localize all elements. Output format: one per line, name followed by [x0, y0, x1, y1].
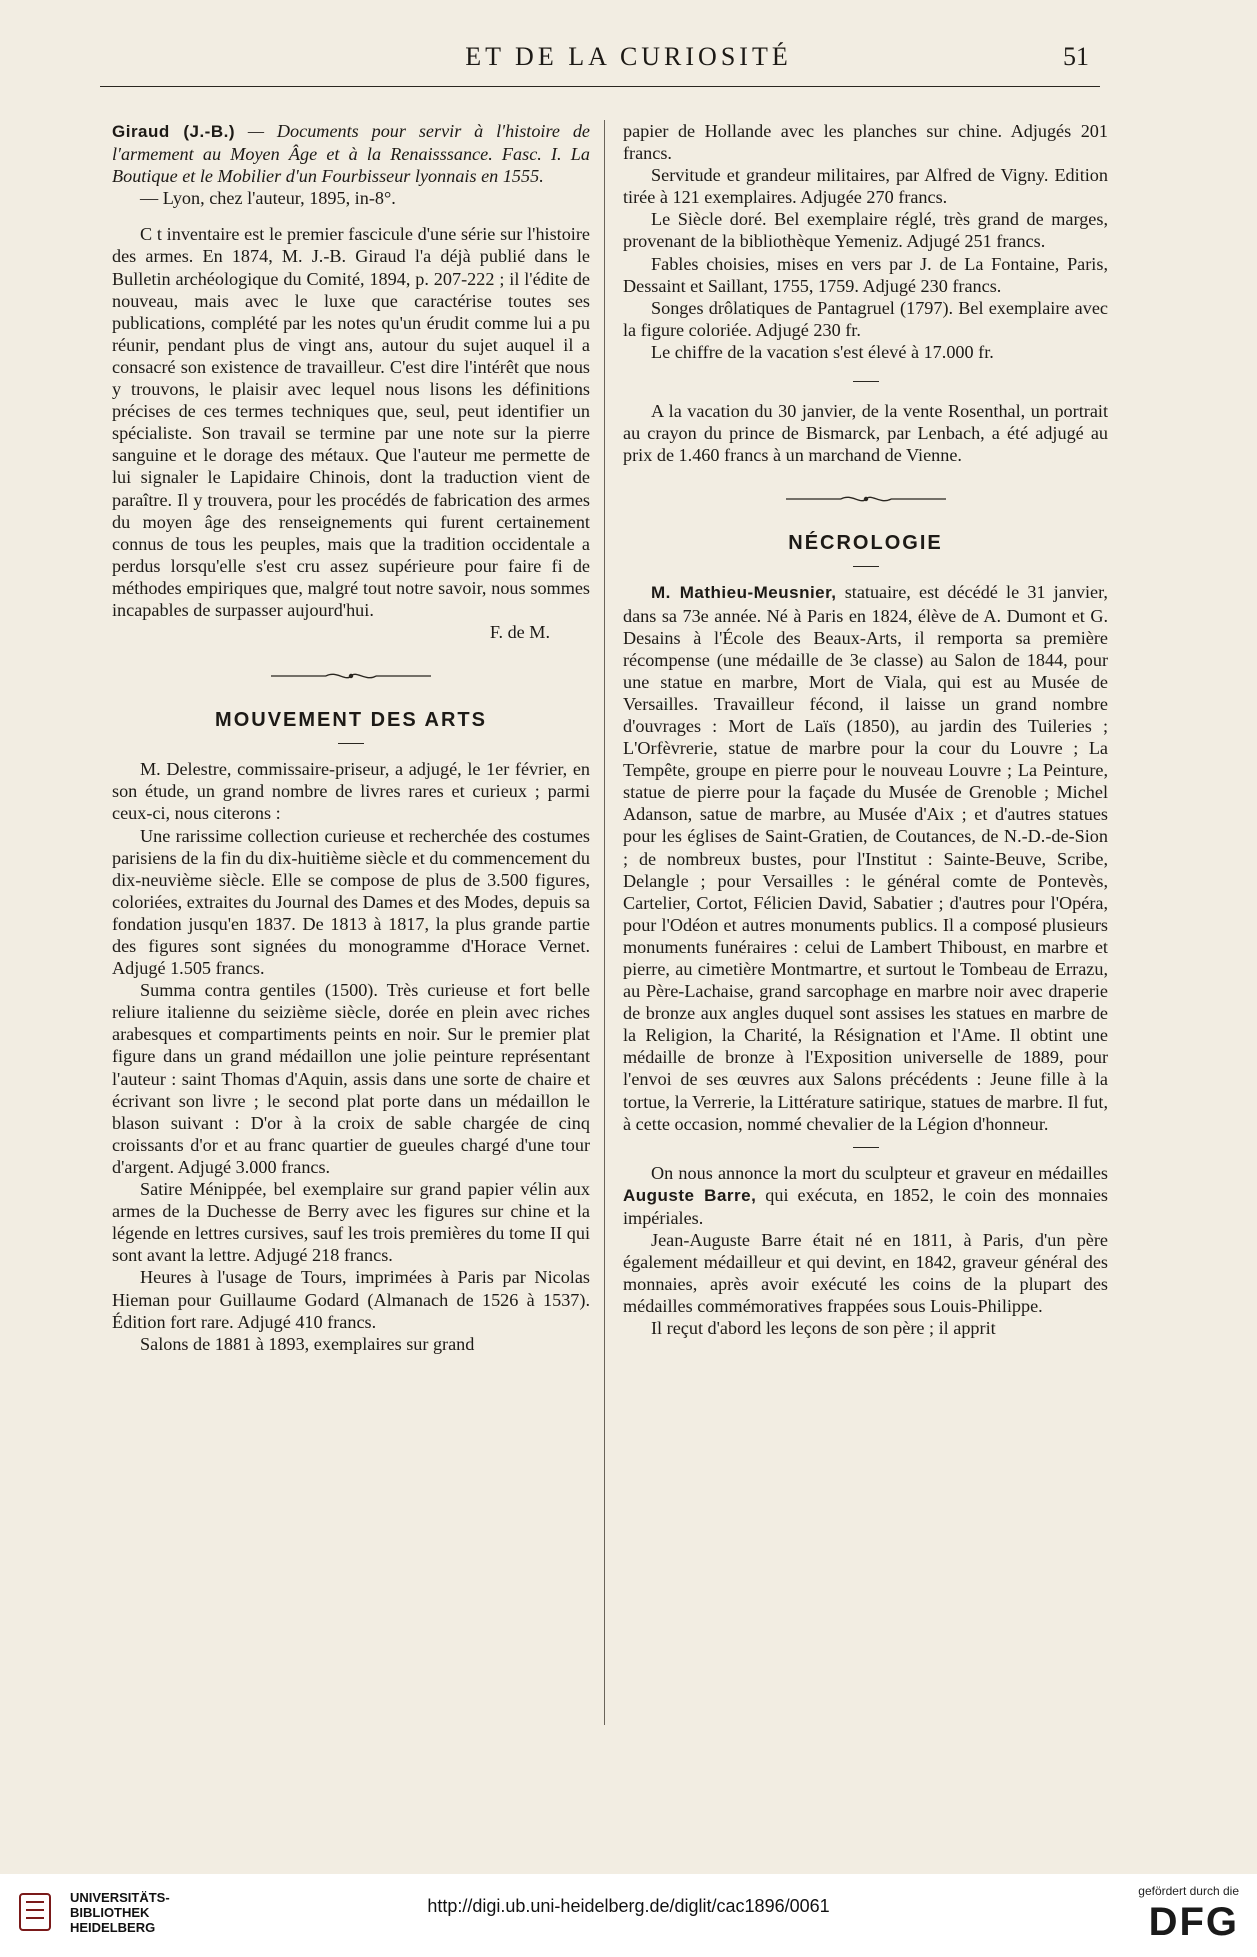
review-signature: F. de M. [489, 622, 550, 643]
obituary-barre-name: Auguste Barre, [623, 1185, 757, 1205]
paragraph: Heures à l'usage de Tours, imprimées à Paris par Nicolas Hieman pour Guillaume Godard (Almanach de 1526 à 1537). Édition fort rare. Adjugé 410 francs. [112, 1267, 590, 1332]
digitization-footer [0, 1874, 1257, 1957]
review-paragraph: C t inventaire est le premier fascicule d'une série sur l'histoire des armes. En 1874, M. J.-B. Giraud l'a déjà publié dans le Bulletin archéologique du Comité, 1894, p. 207-222 ; il l'édite de nouveau, mais avec le luxe que caractérise toutes ses publications, complété par les notes qu'un érudit comme lui a pu réunir, pendant plus de vingt ans, autour du sujet auquel il a consacré son existence de travailleur. C'est dire l'intérêt que nous y trouvons, le plaisir avec lequel nous lisons les définitions précises de ces termes techniques que, seul, peut identifier un spécialiste. Son travail se termine par une note sur la pierre sanguine et le dorage des métaux. Que l'auteur me permette de lui signaler le Lapidaire Chinois, dont la traduction vient de paraître. Il y trouvera, pour les procédés de fabrication des armes du moyen âge des renseignements qui furent certainement connus de tous les peuples, mais que la tradition occidentale a perdus lorsqu'elle s'est cru assez supérieure pour faire fi de méthodes empiriques que, malgré tout notre savoir, nous sommes incapables de surpasser aujourd'hui. [112, 224, 590, 620]
funded-by-label: gefördert durch die [1138, 1884, 1239, 1898]
section-title-necrologie: NÉCROLOGIE [788, 532, 943, 555]
obituary-name: M. Mathieu-Meusnier, [651, 583, 837, 603]
paragraph: papier de Hollande avec les planches sur chine. Adjugés 201 francs. [623, 121, 1108, 164]
dfg-logo: DFG [1148, 1900, 1239, 1944]
paragraph: A la vacation du 30 janvier, de la vente Rosenthal, un portrait au crayon du prince de Bismarck, par Lenbach, a été adjugé au prix de 1.460 francs à un marchand de Vienne. [623, 401, 1108, 466]
right-column [623, 120, 1108, 1340]
paragraph: M. Delestre, commissaire-priseur, a adjugé, le 1er février, en son étude, un grand nombre de livres rares et curieux ; parmi ceux-ci, nous citerons : [112, 759, 590, 824]
entry-author: Giraud (J.-B.) [112, 122, 235, 141]
paragraph: Le Siècle doré. Bel exemplaire réglé, très grand de marges, provenant de la bibliothèque Yemeniz. Adjugé 251 francs. [623, 209, 1108, 252]
short-rule [338, 743, 364, 744]
obituary-barre [623, 1162, 1108, 1229]
paragraph: Servitude et grandeur militaires, par Alfred de Vigny. Edition tirée à 121 exemplaires. Adjugée 270 francs. [623, 165, 1108, 208]
obituary-mathieu-meusnier [623, 581, 1108, 1134]
library-line: HEIDELBERG [70, 1920, 156, 1935]
paragraph: Jean-Auguste Barre était né en 1811, à Paris, d'un père également médailleur et qui devint, en 1842, graveur général des monnaies, après avoir exécuté les coins de la plupart des médailles commémoratives frappées sous Louis-Philippe. [623, 1230, 1108, 1317]
paragraph: Le chiffre de la vacation s'est élevé à 17.000 fr. [651, 341, 994, 362]
page-number: 51 [1063, 42, 1089, 71]
ornament-divider [271, 669, 431, 683]
column-divider [604, 120, 605, 1725]
paragraph: Summa contra gentiles (1500). Très curieuse et fort belle reliure italienne du seizième siècle, dorée en plein avec riches arabesques et compartiments peints en noir. Sur le premier plat figure dans un grand médaillon une jolie peinture représentant l'auteur : saint Thomas d'Aquin, assis dans une sorte de chaire et écrivant son livre ; le second plat porte dans un médaillon le blason suivant : D'or à la croix de sable chargée de cinq croissants d'or et au franc quartier de gueules chargé d'une tour d'argent. Adjugé 3.000 francs. [112, 980, 590, 1177]
library-line: UNIVERSITÄTS- [70, 1890, 170, 1905]
entry-title: — Documents pour servir à l'histoire de l'armement au Moyen Âge et à la Renaisssance. Fasc. I. La Boutique et le Mobilier d'un Fourbisseur lyonnais en 1555. [112, 121, 591, 187]
header-rule [100, 86, 1100, 87]
running-head: ET DE LA CURIOSITÉ [465, 42, 792, 71]
left-column [112, 120, 590, 1355]
paragraph: Fables choisies, mises en vers par J. de La Fontaine, Paris, Dessaint et Saillant, 1755, 1759. Adjugé 230 francs. [623, 253, 1108, 296]
obituary-barre-intro: On nous annonce la mort du sculpteur et graveur en médailles [651, 1162, 1108, 1183]
paragraph: Une rarissime collection curieuse et recherchée des costumes parisiens de la fin du dix-huitième siècle et du commencement du dix-neuvième siècle. Elle se compose de plus de 3.500 figures, coloriées, extraites du Journal des Dames et des Modes, depuis sa fondation jusqu'en 1837. De 1813 à 1817, la plus grande partie des figures sont signées du monogramme d'Horace Vernet. Adjugé 1.505 francs. [112, 825, 590, 979]
obituary-barre-rest: qui exécuta, en 1852, le coin des monnaies impériales. [623, 1184, 1108, 1228]
paragraph: Il reçut d'abord les leçons de son père ; il apprit [651, 1318, 996, 1339]
source-url-link[interactable]: http://digi.ub.uni-heidelberg.de/diglit/cac1896/0061 [427, 1896, 830, 1916]
paragraph: Salons de 1881 à 1893, exemplaires sur grand [140, 1333, 475, 1354]
short-rule [853, 566, 879, 567]
bibliographic-entry [112, 120, 590, 187]
short-rule [853, 1147, 879, 1148]
library-line: BIBLIOTHEK [70, 1905, 150, 1920]
obituary-text: statuaire, est décédé le 31 janvier, dans sa 73e année. Né à Paris en 1824, élève de A. Dumont et G. Desains à l'École des Beaux-Arts, il remporta sa première récompense (une médaille de 3e classe) au Salon de 1844, pour une statue en marbre, Mort de Viala, qui est au Musée de Versailles. Travailleur fécond, il laisse un grand nombre d'ouvrages : Mort de Laïs (1850), au jardin des Tuileries ; L'Orfèvrerie, statue de marbre pour la cour du Louvre ; La Tempête, groupe en pierre pour le nouveau Louvre ; La Peinture, statue de pierre pour la façade du Musée de Grenoble ; Michel Adanson, satue de marbre, au Musée d'Aix ; et d'autres statues pour les églises de Saint-Gratien, de Coutances, de N.-D.-de-Sion ; de nombreux bustes, pour l'Institut : Sainte-Beuve, Scribe, Delangle ; pour Versailles : le général comte de Pontevès, Cartelier, Cortot, Félicien David, Sabatier ; d'autres pour l'Opéra, pour l'Odéon et autres monuments publics. Il a composé plusieurs monuments funéraires : celui de Lambert Thiboust, en marbre et pierre, au cimetière Montmartre, et surtout le Tombeau de Errazu, au Père-Lachaise, grand sarcophage en marbre noir avec draperie de bronze aux angles duquel sont assises les statues en marbre de la Religion, la Charité, la Résignation et l'Ame. Il obtint une médaille de bronze à l'Exposition universelle de 1889, pour l'envoi de ses œuvres aux Salons précédents : Jeune fille à la tortue, la Verrerie, la Littérature satirique, statues de marbre. Il fut, à cette occasion, nommé chevalier de la Légion d'honneur. [623, 582, 1108, 1134]
ornament-divider [786, 492, 946, 506]
section-title-mouvement: MOUVEMENT DES ARTS [215, 709, 487, 732]
entry-publication: — Lyon, chez l'auteur, 1895, in-8°. [140, 188, 396, 209]
short-rule [853, 381, 879, 382]
paragraph: Satire Ménippée, bel exemplaire sur grand papier vélin aux armes de la Duchesse de Berry avec les figures sur chine et la légende en lettres cursives, sauf les trois premières du tome II qui sont avant la lettre. Adjugé 218 francs. [112, 1179, 590, 1266]
paragraph: Songes drôlatiques de Pantagruel (1797). Bel exemplaire avec la figure coloriée. Adjugé 230 fr. [623, 297, 1108, 340]
